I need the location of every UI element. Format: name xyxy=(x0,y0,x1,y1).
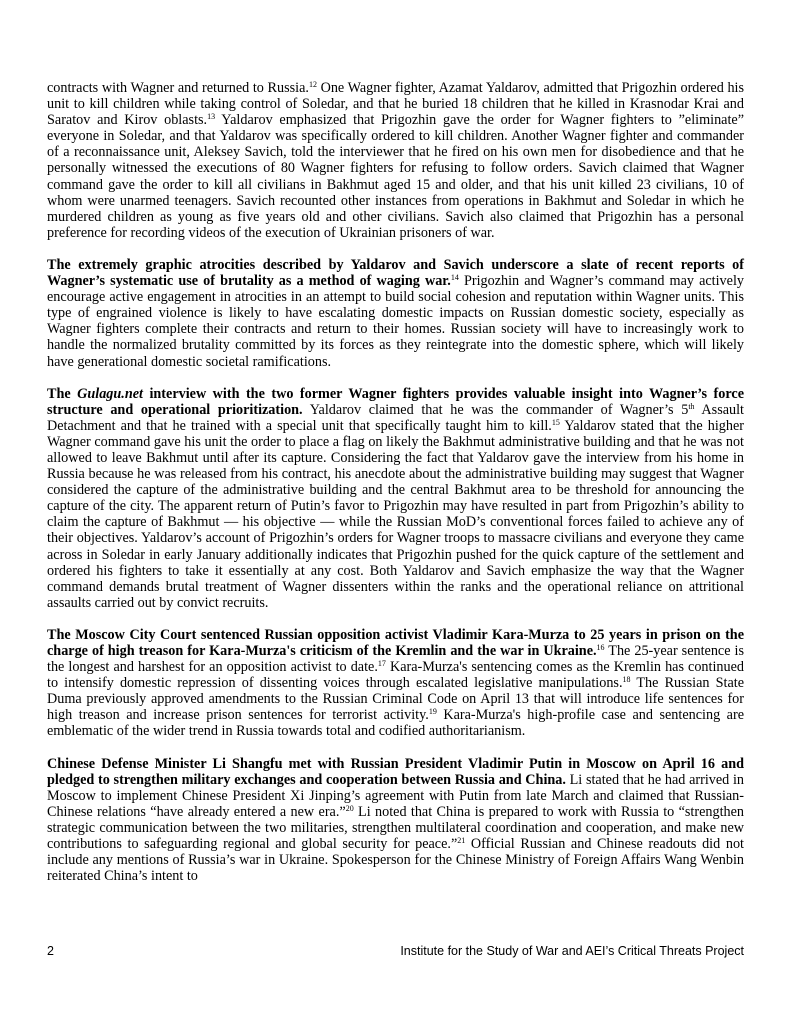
paragraph-3-body: Yaldarov claimed that he was the commander of Wagner’s 5th Assault Detachment and that he trained with a special unit that specifically taught him to kill.$^{15}$ Yaldarov stated that the higher Wagner command gave his unit the order to place a flag on likely the Bakhmut administrative building and that he was not allowed to leave Bakhmut until after its capture. Considering the fact that Yaldarov gave the interview from his home in Russia because he was released from his contract, his anecdote about the administrative building may suggest that Wagner considered the capture of the administrative building and the central Bakhmut area to be threshold for announcing the capture of the city. The apparent return of Putin’s favor to Prigozhin may have resulted in part from Prigozhin’s ability to claim the capture of Bakhmut — his objective — while the Russian MoD’s conventional forces failed to achieve any of their objectives. Yaldarov’s account of Prigozhin’s orders for Wagner troops to massacre civilians and everyone they came across in Soledar in early January additionally indicates that Prigozhin pushed for the quick capture of the settlement and ordered his fighters to take it essentially at any cost. Both Yaldarov and Savich emphasize the way that the Wagner command demands brutal treatment of Wagner dissenters within the ranks and the operational reliance on attritional assaults carried out by convict recruits. xyxy=(47,401,744,611)
paragraph-2 xyxy=(47,257,744,370)
paragraph-3 xyxy=(47,386,744,611)
page-number: 2 xyxy=(47,944,54,958)
paragraph-2-body: $^{14}$ Prigozhin and Wagner’s command may actively encourage active engagement in atrocities in an attempt to build social cohesion and reputation within Wagner units. This type of engrained violence is likely to have escalating domestic impacts on Russian domestic society, especially as Wagner fighters complete their contracts and return to their homes. Russian society will have to increasingly work to handle the normalized brutality committed by its forces as they reintegrate into the domestic sphere, which will likely have generational domestic societal ramifications. xyxy=(47,273,744,370)
paragraph-5-body: Li stated that he had arrived in Moscow to implement Chinese President Xi Jinping’s agreement with Putin from late March and claimed that Russian-Chinese relations “have already entered a new era.”$^{20}$ Li noted that China is prepared to work with Russia to “strengthen strategic communication between the two militaries, strengthen multilateral coordination and cooperation, and make new contributions to safeguarding regional and global security for peace.”$^{21}$ Official Russian and Chinese readouts did not include any mentions of Russia’s war in Ukraine. Spokesperson for the Chinese Ministry of Foreign Affairs Wang Wenbin reiterated China’s intent to xyxy=(47,771,744,885)
paragraph-5 xyxy=(47,756,744,885)
paragraph-2-lead: The extremely graphic atrocities described by Yaldarov and Savich underscore a slate of recent reports of Wagner’s systematic use of brutality as a method of waging war. xyxy=(47,256,744,290)
paragraph-1-body: contracts with Wagner and returned to Russia.$^{12}$ One Wagner fighter, Azamat Yaldarov, admitted that Prigozhin ordered his unit to kill children while taking control of Soledar, and that he buried 18 children that he killed in Krasnodar Krai and Saratov and Kirov oblasts.$^{13}$ Yaldarov emphasized that Prigozhin gave the order for Wagner fighters to ”eliminate” everyone in Soledar, and that Yaldarov was specifically ordered to kill children. Another Wagner fighter and commander of a reconnaissance unit, Aleksey Savich, told the interviewer that he fired on his own men for disobedience and that he personally witnessed the executions of 80 Wagner fighters for refusing to follow orders. Savich claimed that Wagner command gave the order to kill all civilians in Bakhmut aged 15 and older, and that his unit killed 23 civilians, 10 of whom were unarmed teenagers. Savich recounted other instances from operations in Bakhmut and Soledar in which he murdered children as young as five years old and other civilians. Savich also claimed that Prigozhin has a personal preference for recording videos of the execution of Ukrainian prisoners of war. xyxy=(47,80,745,241)
paragraph-4-lead: The Moscow City Court sentenced Russian opposition activist Vladimir Kara-Murza to 25 years in prison on the charge of high treason for Kara-Murza's criticism of the Kremlin and the war in Ukraine. xyxy=(47,626,744,659)
paragraph-4-body: $^{16}$ The 25-year sentence is the longest and harshest for an opposition activist to date.$^{17}$ Kara-Murza's sentencing comes as the Kremlin has continued to intensify domestic repression of dissenting voices through escalated legislative manipulations.$^{18}$ The Russian State Duma previously approved amendments to the Russian Criminal Code on April 13 that will introduce life sentences for high treason and increase prison sentences for terrorist activity.$^{19}$ Kara-Murza's high-profile case and sentencing are emblematic of the wider trend in Russia towards total and codified authoritarianism. xyxy=(47,643,745,740)
paragraph-5-lead: Chinese Defense Minister Li Shangfu met with Russian President Vladimir Putin in Moscow on April 16 and pledged to strengthen military exchanges and cooperation between Russia and China. xyxy=(47,755,744,788)
paragraph-4 xyxy=(47,627,744,740)
page-footer xyxy=(47,944,744,960)
document-body xyxy=(47,80,744,900)
footer-organization: Institute for the Study of War and AEI’s Critical Threats Project xyxy=(400,944,744,958)
paragraph-1 xyxy=(47,80,744,241)
paragraph-3-lead: The Gulagu.net interview with the two former Wagner fighters provides valuable insight into Wagner’s force structure and operational prioritization. xyxy=(47,385,744,418)
